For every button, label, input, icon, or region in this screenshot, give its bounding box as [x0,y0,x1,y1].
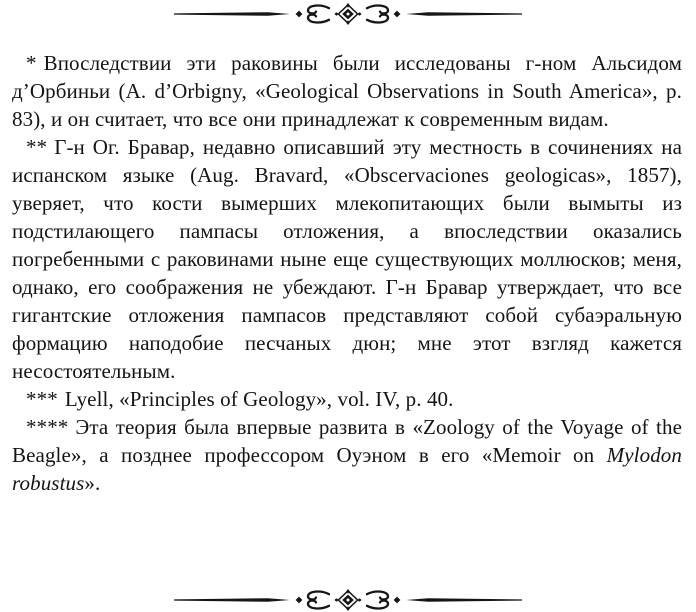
footnote-1-marker: * [26,51,37,75]
footnote-1 [12,49,682,133]
footnote-3-marker: *** [26,387,58,411]
footnote-2-marker: ** [26,135,48,159]
footnote-2-text: Г-н Ог. Бравар, недавно описавший эту местность в сочинениях на испанском языке (Aug. Bravard, «Obscervaciones geologicas», 1857), уверяет, что кости вымерших млекопитающих были вымыты из подстилающего пампасы отложения, а впоследствии оказались погребенными с раковинами ныне еще существующих моллюсков; меня, однако, его соображения не убеждают. Г-н Бравар утверждает, что все гигантские отложения пампасов представляют собой субаэральную формацию наподобие песчаных дюн; мне этот взгляд кажется несостоятельным. [12,135,682,383]
footnote-4-italic-title: Mylodon robustus [12,443,682,495]
footnote-3 [12,385,682,413]
footnote-4-text-after: ». [84,471,101,495]
footnotes-block [12,49,682,497]
footnote-4 [12,413,682,497]
footnote-1-text: Впоследствии эти раковины были исследованы г-ном Альсидом д’Орбиньи (A. d’Orbigny, «Geological Observations in South America», p. 83), и он считает, что все они принадлежат к современным видам. [12,51,682,131]
top-divider [0,3,696,25]
fleuron-divider-icon [172,589,524,611]
footnote-4-marker: **** [26,415,69,439]
footnote-2 [12,133,682,385]
bottom-divider [0,589,696,611]
fleuron-divider-icon [172,3,524,25]
footnote-4-text-before: Эта теория была впервые развита в «Zoology of the Voyage of the Beagle», а позднее профессором Оуэном в его «Memoir on [12,415,682,467]
footnote-3-text: Lyell, «Principles of Geology», vol. IV, p. 40. [64,387,454,411]
